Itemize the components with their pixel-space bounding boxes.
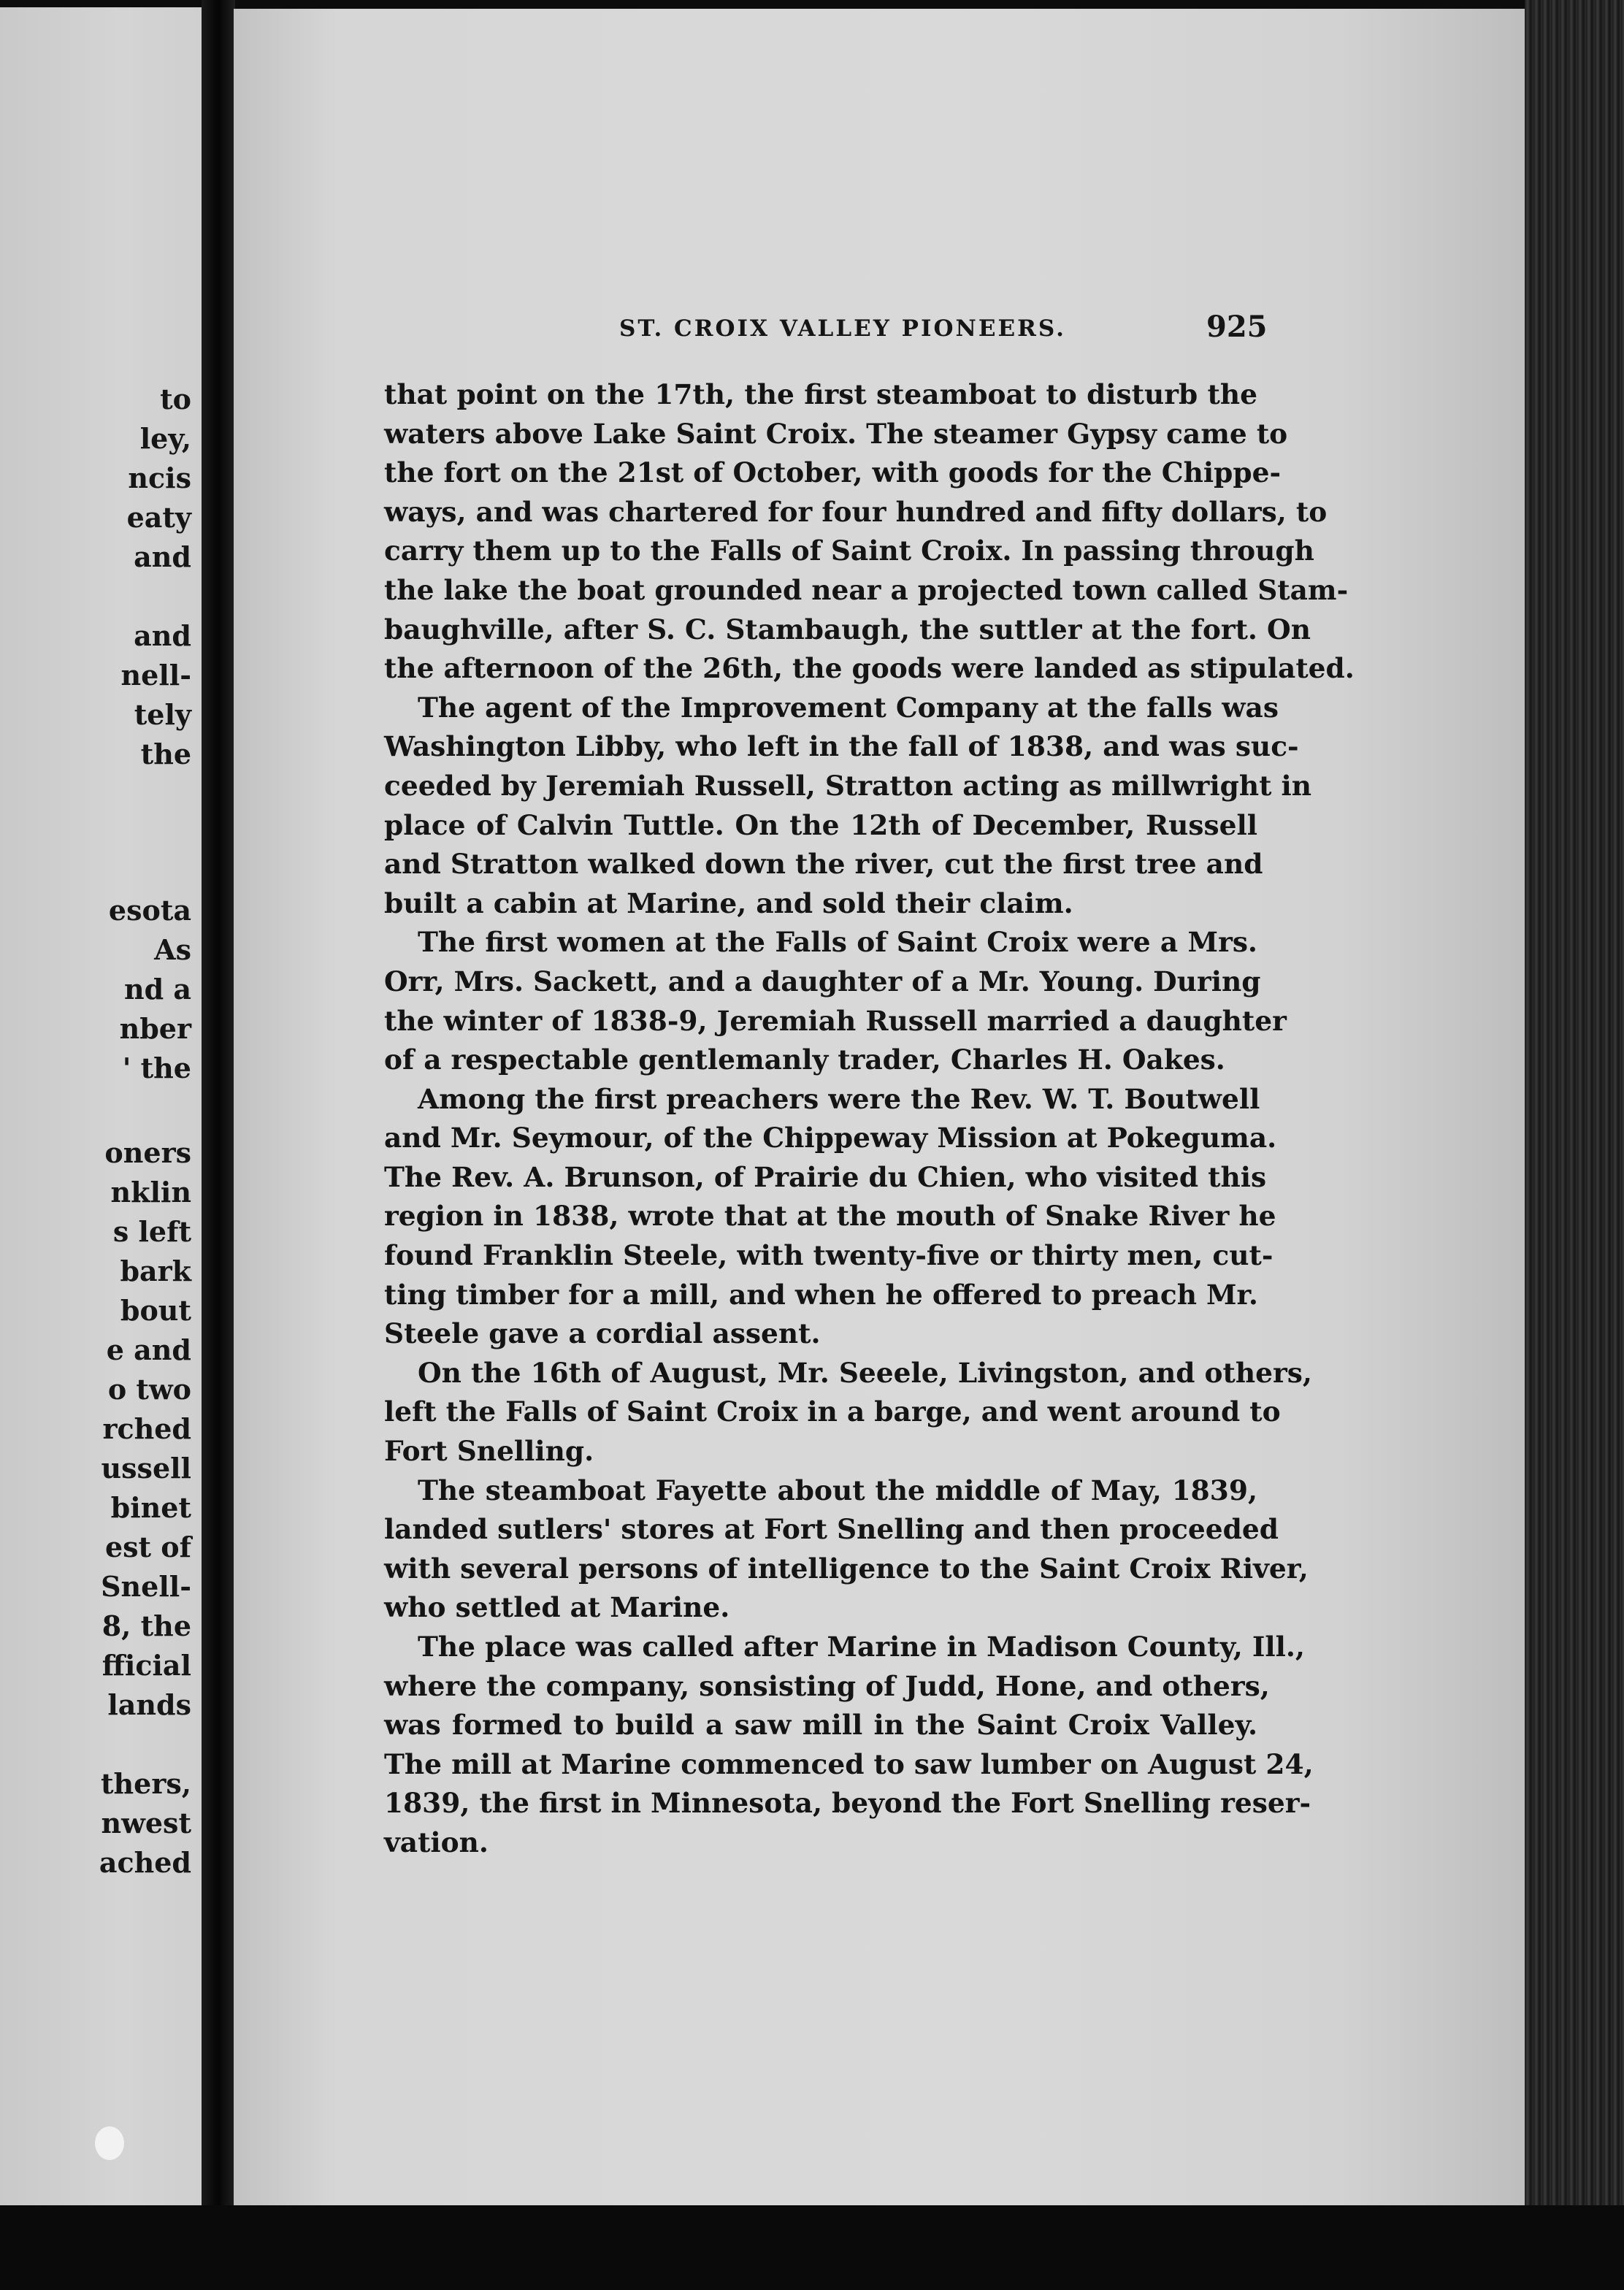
left-page-fragment: lands [107,1688,191,1721]
text-line: The agent of the Improvement Company at the falls was [418,691,1279,724]
text-line: ceeded by Jeremiah Russell, Stratton acting as millwright in [384,769,1312,802]
left-page-fragment: eaty [126,501,191,534]
text-line: Among the first preachers were the Rev. W. T. Boutwell [418,1082,1260,1115]
text-line: with several persons of intelligence to the Saint Croix River, [384,1552,1309,1585]
left-facing-page [0,7,202,2205]
text-line: place of Calvin Tuttle. On the 12th of December, Russell [384,808,1257,841]
left-page-fragment: nell- [120,659,191,692]
text-line: landed sutlers' stores at Fort Snelling and then proceeded [384,1513,1279,1546]
text-line: Orr, Mrs. Sackett, and a daughter of a Mr. Young. During [384,965,1261,997]
left-page-fragment: Snell- [101,1570,191,1603]
left-page-fragment: ley, [139,422,191,455]
left-page-fragment: As [154,933,191,966]
text-line: 1839, the first in Minnesota, beyond the Fort Snelling reser- [384,1787,1311,1820]
text-line: Washington Libby, who left in the fall of 1838, and was suc- [384,730,1299,763]
text-line: ways, and was chartered for four hundred and fifty dollars, to [384,495,1328,528]
text-line: Fort Snelling. [384,1435,594,1468]
paragraph [384,923,1287,1079]
text-line: carry them up to the Falls of Saint Croix. In passing through [384,535,1314,567]
text-line: baughville, after S. C. Stambaugh, the suttler at the fort. On [384,613,1311,646]
text-line: found Franklin Steele, with twenty-five or thirty men, cut- [384,1239,1273,1272]
left-page-fragment: s left [112,1215,191,1248]
left-page-fragment: to [160,383,191,416]
text-line: The mill at Marine commenced to saw lumber on August 24, [384,1747,1314,1780]
paragraph [384,1471,1309,1628]
left-page-fragment: thers, [100,1767,191,1800]
text-line: ting timber for a mill, and when he offered to preach Mr. [384,1278,1258,1311]
paragraph [384,1354,1312,1471]
paragraph [384,375,1355,689]
text-line: vation. [384,1826,489,1858]
text-line: was formed to build a saw mill in the Saint Croix Valley. [384,1709,1257,1742]
page-number: 925 [1206,310,1268,344]
left-page-fragment: nwest [101,1807,191,1839]
left-page-fragment: est of [104,1531,191,1563]
text-line: and Mr. Seymour, of the Chippeway Mission at Pokeguma. [384,1122,1277,1154]
left-page-fragment: nd a [123,973,191,1006]
book-gutter [202,0,235,2290]
left-page-fragment: and [134,540,191,573]
left-page-fragment: ' the [122,1052,191,1084]
text-line: of a respectable gentlemanly trader, Charles H. Oakes. [384,1043,1225,1076]
text-line: and Stratton walked down the river, cut the first tree and [384,848,1263,881]
text-line: built a cabin at Marine, and sold their claim. [384,886,1073,919]
left-page-fragment: ussell [101,1452,191,1485]
paragraph [384,1628,1314,1863]
text-line: who settled at Marine. [384,1591,730,1624]
text-line: the fort on the 21st of October, with goods for the Chippe- [384,456,1282,489]
running-head: ST. CROIX VALLEY PIONEERS. [619,315,1066,342]
page-edge-stack [1525,0,1624,2290]
left-page-fragment: fficial [102,1649,191,1682]
left-page-fragment: bark [120,1255,191,1287]
text-line: Steele gave a cordial assent. [384,1317,821,1350]
body-text [384,375,1355,1863]
left-page-fragment: 8, the [102,1609,191,1642]
left-page-fragment: esota [108,894,191,927]
text-line: The first women at the Falls of Saint Croix were a Mrs. [418,926,1257,959]
text-line: The steamboat Fayette about the middle of May, 1839, [418,1474,1257,1506]
left-page-fragment: and [134,619,191,652]
text-line: waters above Lake Saint Croix. The steamer Gypsy came to [384,417,1288,450]
left-page-fragment: nber [119,1012,191,1045]
text-line: On the 16th of August, Mr. Seeele, Livingston, and others, [418,1356,1312,1389]
text-line: the afternoon of the 26th, the goods were landed as stipulated. [384,652,1355,685]
left-page-fragment: ncis [128,462,191,494]
text-line: left the Falls of Saint Croix in a barge, and went around to [384,1395,1281,1428]
text-line: that point on the 17th, the first steamboat to disturb the [384,378,1257,410]
left-page-fragment: rched [102,1412,191,1445]
paragraph [384,1080,1277,1354]
text-line: where the company, sonsisting of Judd, Hone, and others, [384,1669,1270,1702]
left-page-fragment: the [140,738,191,770]
left-page-fragment: ached [99,1846,191,1879]
left-page-fragment: nklin [110,1176,191,1209]
left-page-fragment: tely [134,698,191,731]
paragraph [384,689,1312,924]
text-line: the lake the boat grounded near a projected town called Stam- [384,573,1349,606]
left-page-fragment: oners [104,1136,191,1169]
left-page-fragment: binet [110,1491,191,1524]
left-page-fragment: bout [120,1294,191,1327]
text-line: The place was called after Marine in Madison County, Ill., [418,1631,1305,1663]
text-line: The Rev. A. Brunson, of Prairie du Chien, who visited this [384,1160,1267,1193]
scan-background [0,2205,1624,2290]
text-line: the winter of 1838-9, Jeremiah Russell married a daughter [384,1004,1287,1037]
paper-speck [95,2126,124,2160]
left-page-fragment: e and [106,1333,191,1366]
left-page-fragment: o two [107,1373,191,1406]
text-line: region in 1838, wrote that at the mouth of Snake River he [384,1200,1276,1233]
